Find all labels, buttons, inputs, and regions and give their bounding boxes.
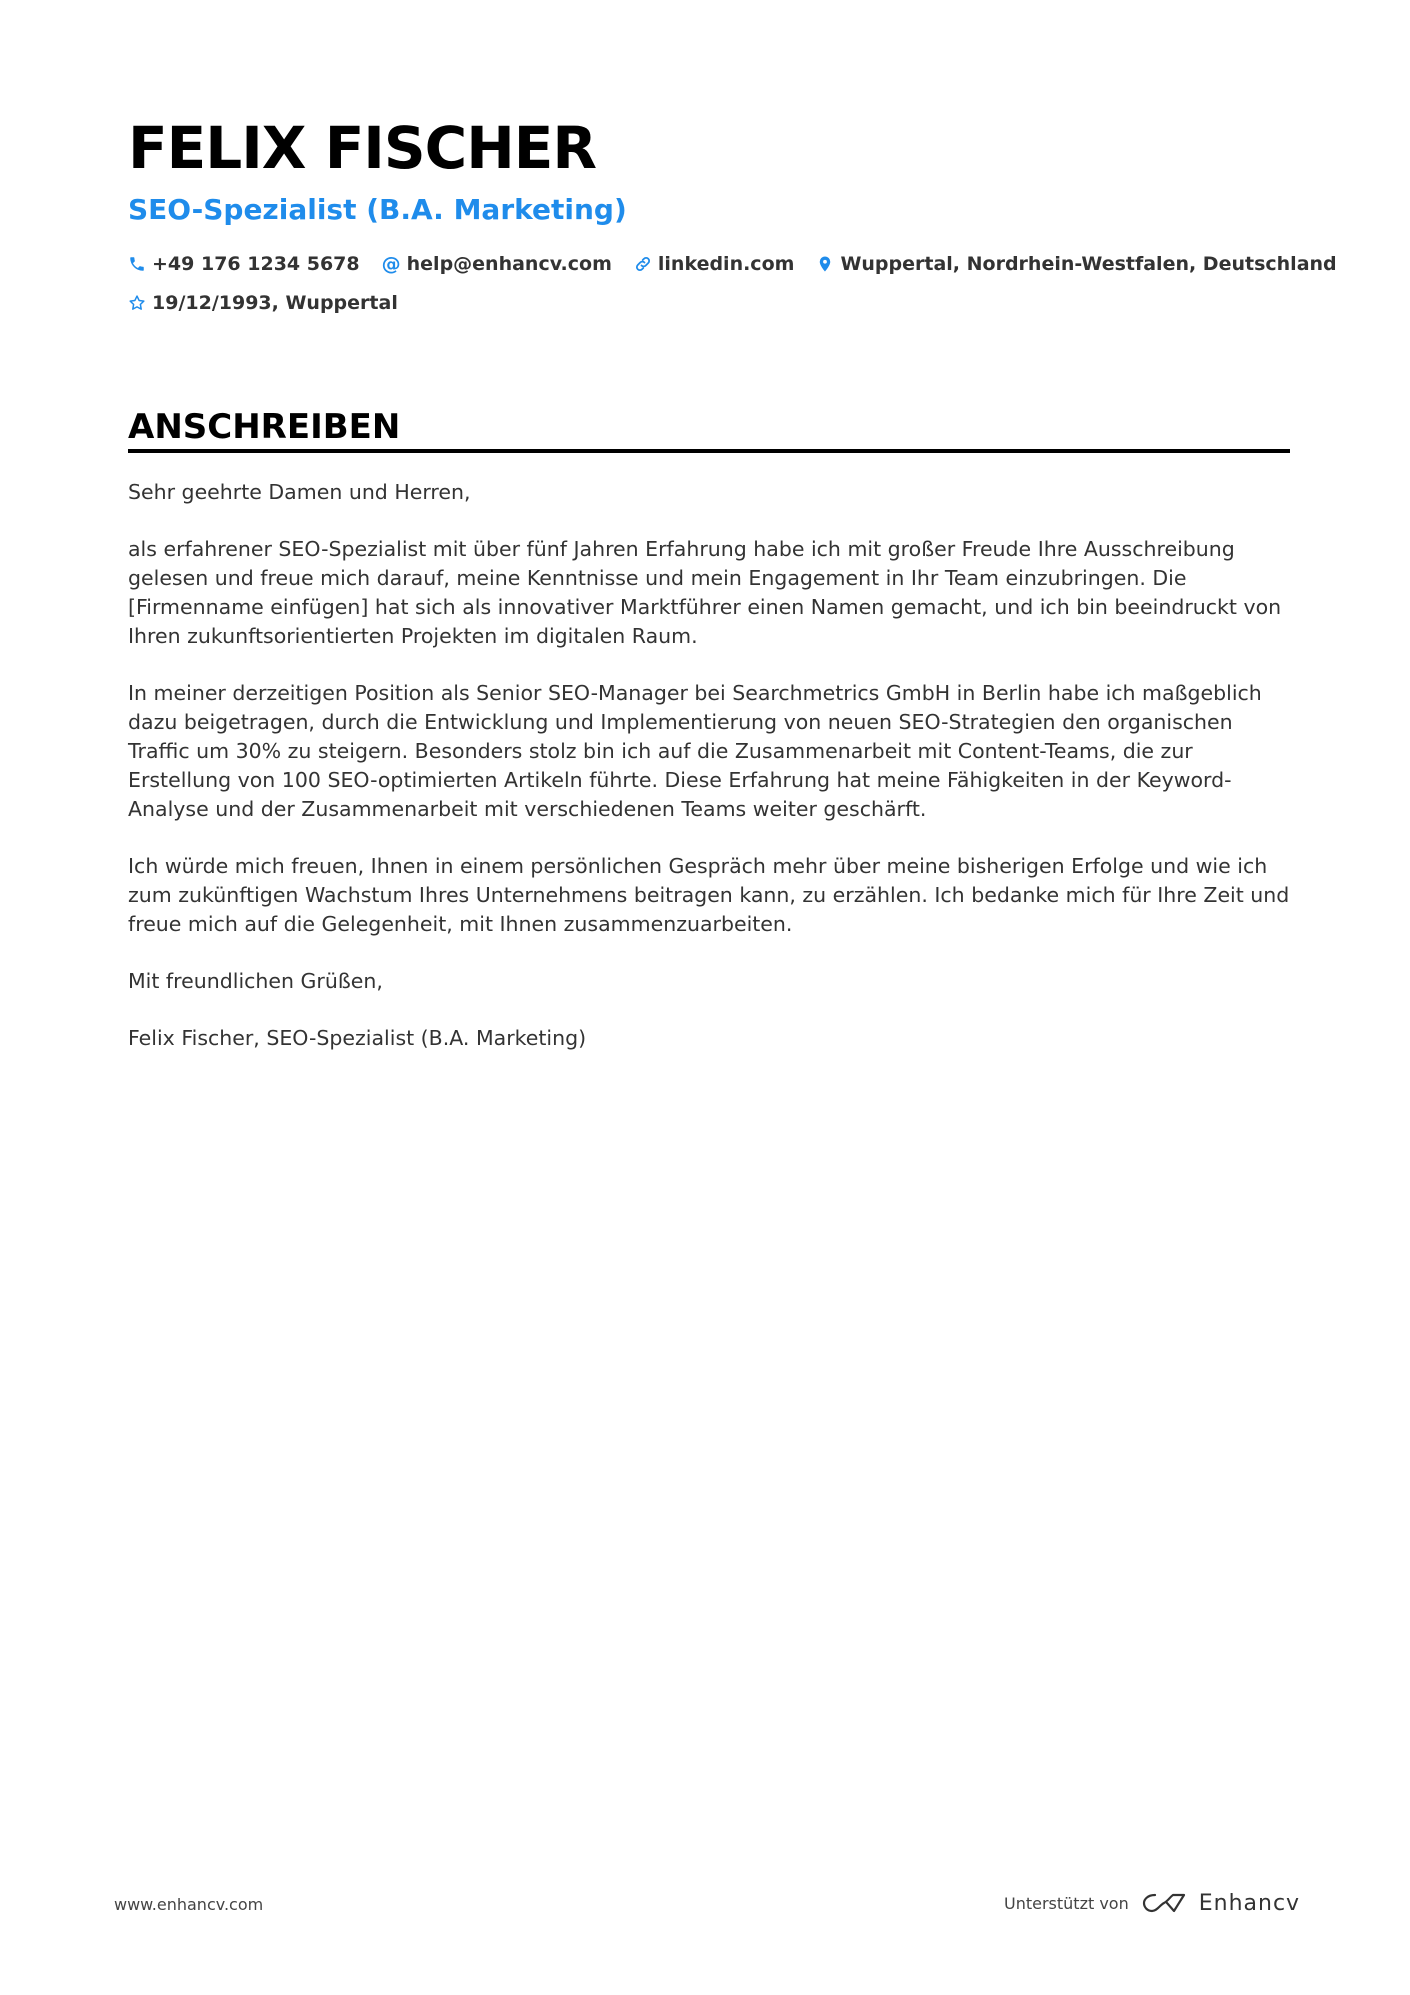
contact-birth: [128, 292, 398, 314]
candidate-name: FELIX FISCHER: [128, 114, 597, 182]
letter-paragraph: als erfahrener SEO-Spezialist mit über fünf Jahren Erfahrung habe ich mit großer Freude Ihre Ausschreibung gelesen und freue mich darauf, meine Kenntnisse und mein Engagement in Ihr Team einzubringen. Die [Firmenname einfügen] hat sich als innovativer Marktführer einen Namen gemacht, und ich bin beeindruckt von Ihren zukunftsorientierten Projekten im digitalen Raum.: [128, 537, 1282, 648]
phone-text: +49 176 1234 5678: [152, 253, 360, 275]
letter-salutation: Sehr geehrte Damen und Herren,: [128, 480, 471, 504]
contact-location: [816, 253, 1336, 275]
section-title: ANSCHREIBEN: [128, 407, 401, 447]
cover-letter-body: [128, 478, 1290, 1081]
candidate-title: SEO-Spezialist (B.A. Marketing): [128, 193, 627, 226]
email-text: help@enhancv.com: [406, 253, 612, 275]
at-icon: @: [381, 253, 401, 275]
section-divider: [128, 449, 1290, 453]
phone-icon: [128, 255, 146, 273]
contact-linkedin[interactable]: [634, 253, 795, 275]
contact-email[interactable]: [382, 253, 612, 275]
powered-by-text: Unterstützt von: [1004, 1893, 1129, 1913]
star-icon: [128, 294, 146, 312]
footer-branding[interactable]: [1004, 1890, 1300, 1916]
enhancv-logo-icon: [1141, 1890, 1187, 1916]
letter-paragraph: Ich würde mich freuen, Ihnen in einem persönlichen Gespräch mehr über meine bisherigen Erfolge und wie ich zum zukünftigen Wachstum Ihres Unternehmens beitragen kann, zu erzählen. Ich bedanke mich für Ihre Zeit und freue mich auf die Gelegenheit, mit Ihnen zusammenzuarbeiten.: [128, 854, 1290, 936]
location-pin-icon: [816, 255, 834, 273]
letter-closing: Mit freundlichen Grüßen,: [128, 969, 383, 993]
linkedin-text: linkedin.com: [657, 253, 795, 275]
footer-website-link[interactable]: www.enhancv.com: [114, 1895, 264, 1914]
birth-text: 19/12/1993, Wuppertal: [152, 292, 398, 314]
letter-paragraph: In meiner derzeitigen Position als Senior SEO-Manager bei Searchmetrics GmbH in Berlin habe ich maßgeblich dazu beigetragen, durch die Entwicklung und Implementierung von neuen SEO-Strategien den organischen Traffic um 30% zu steigern. Besonders stolz bin ich auf die Zusammenarbeit mit Content-Teams, die zur Erstellung von 100 SEO-optimierten Artikeln führte. Diese Erfahrung hat meine Fähigkeiten in der Keyword-Analyse und der Zusammenarbeit mit verschiedenen Teams weiter geschärft.: [128, 681, 1262, 821]
link-icon: [634, 255, 652, 273]
contact-phone[interactable]: [128, 253, 360, 275]
letter-signature: Felix Fischer, SEO-Spezialist (B.A. Marketing): [128, 1026, 587, 1050]
brand-name: Enhancv: [1198, 1890, 1301, 1916]
contact-row-secondary: [128, 292, 420, 314]
brand-logo: [1141, 1890, 1300, 1916]
location-text: Wuppertal, Nordrhein-Westfalen, Deutschland: [840, 253, 1337, 275]
contact-row-primary: [128, 253, 1359, 275]
